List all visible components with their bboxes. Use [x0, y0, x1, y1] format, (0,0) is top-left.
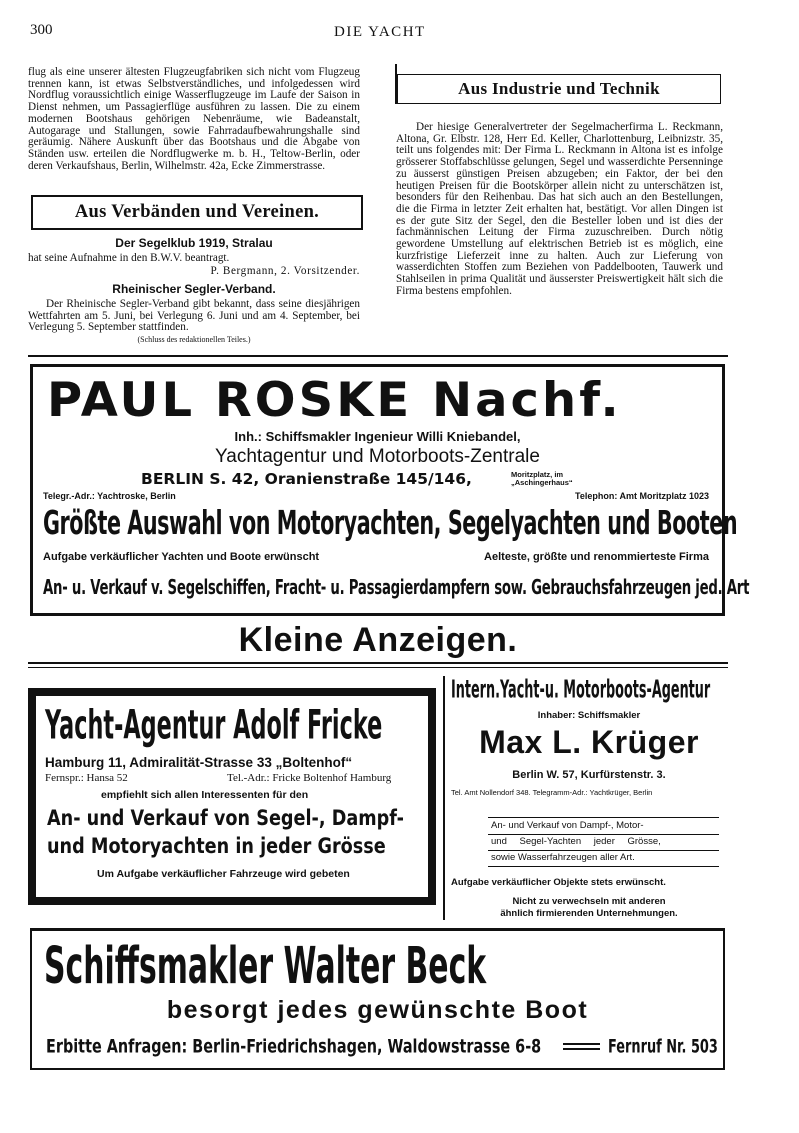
beck-inquiry: Erbitte Anfragen: Berlin-Friedrichshagen, Waldowstrasse 6-8 [46, 1035, 542, 1058]
krueger-box-line1: An- und Verkauf von Dampf-, Motor- [491, 820, 644, 831]
fricke-title: Yacht-Agentur Adolf Fricke [45, 703, 383, 750]
club2-paragraph: Der Rheinische Segler-Verband gibt bekannt, dass seine diesjährigen Wettfahrten am 5. Juni, bei Verlegung 6. Juni und am 4. September, bei Verlegung 5. September stattfinden. [28, 298, 360, 334]
krueger-warning-2: ähnlich firmierenden Unternehmungen. [500, 908, 678, 919]
krueger-warning-1: Nicht zu verwechseln mit anderen [512, 896, 666, 907]
fricke-footer: Um Aufgabe verkäuflicher Fahrzeuge wird gebeten [97, 868, 350, 880]
club1-heading: Der Segelklub 1919, Stralau [115, 236, 273, 250]
section-title-industrie [397, 74, 721, 104]
section-title-verbaende [31, 195, 363, 230]
club1-text: hat seine Aufnahme in den B.W.V. beantragt. [28, 252, 230, 264]
ad-roske [30, 364, 750, 616]
krueger-address: Berlin W. 57, Kurfürstenstr. 3. [512, 769, 666, 781]
fricke-line1: An- und Verkauf von Segel-, Dampf- [47, 806, 404, 832]
beck-phone: Fernruf Nr. 503 [608, 1035, 718, 1058]
roske-owner: Inh.: Schiffsmakler Ingenieur Willi Kniebandel, [234, 429, 521, 444]
beck-title: Schiffsmakler Walter Beck [44, 938, 487, 996]
closing-note: (Schluss des redaktionellen Teiles.) [137, 335, 251, 344]
roske-left-note: Aufgabe verkäuflicher Yachten und Boote erwünscht [43, 551, 320, 563]
roske-address-note-1: Moritzplatz, im [511, 470, 564, 479]
ad-fricke-outer [28, 688, 436, 905]
fricke-telegram: Tel.-Adr.: Fricke Boltenhof Hamburg [227, 772, 392, 784]
classifieds-title: Kleine Anzeigen. [238, 621, 518, 659]
krueger-note: Aufgabe verkäuflicher Objekte stets erwünscht. [451, 877, 666, 888]
roske-headline: Größte Auswahl von Motoryachten, Segelyachten und Booten [43, 505, 738, 543]
roske-name: PAUL ROSKE Nachf. [47, 373, 622, 428]
krueger-contact: Tel. Amt Nollendorf 348. Telegramm-Adr.: Yachtkrüger, Berlin [451, 788, 653, 797]
ad-fricke-inner [36, 696, 428, 897]
krueger-left-rule [443, 676, 445, 920]
ad-krueger [451, 674, 727, 922]
beck-separator-1 [563, 1043, 600, 1045]
fricke-recommend: empfiehlt sich allen Interessenten für den [101, 789, 309, 801]
beck-separator-2 [563, 1048, 600, 1050]
roske-right-note: Aelteste, größte und renommierteste Firma [484, 551, 709, 563]
club1-signature: P. Bergmann, 2. Vorsitzender. [210, 265, 360, 277]
krueger-owner: Inhaber: Schiffsmakler [537, 710, 641, 721]
industrie-paragraph: Der hiesige Generalvertreter der Segelmacherfirma L. Reckmann, Altona, Gr. Elbstr. 128, Herr Ed. Keller, Charlottenburg, Leibnizstr. 35, teilt uns folgendes mit: Der Firma L. Reckmann in Altona ist es infolge grösserer Stoffabschlüsse gelungen, Segel und wasserdichte Persenninge zu äusserst günstigen Preisen abzugeben; ein Faktor, der bei den heutigen Preisen für die Bootskörper allein nicht zu unterschätzen ist, besonders für den Reihenbau. Das hat sich auch an den Bestellungen, die die Firma in letzter Zeit erhalten hat, bestätigt. Vor allen Dingen ist es der gute Sitz der Segel, den die Besteller loben und ist dies der fachmännischen Leitung der Firma zuzuschreiben. Durch nötig gewordene Umstellung auf elektrischen Betrieb ist es möglich, eine kurzfristige Lieferzeit inne zu halten. Auch zur Lieferung von wasserdichten Stoffen zum Beziehen von Paddelbooten, Tauwerk und Stahlseilen in prima Qualität und äusserster Preiswertigkeit hält sich die Firma bestens empfohlen. [396, 121, 723, 297]
roske-address: BERLIN S. 42, Oranienstraße 145/146, [141, 470, 472, 488]
club2-text [28, 299, 360, 334]
krueger-box-sep1 [488, 834, 719, 835]
running-title: DIE YACHT [334, 24, 426, 40]
classifieds-divider-1 [28, 662, 728, 664]
roske-address-note-2: „Aschingerhaus“ [511, 478, 573, 487]
page-number: 300 [30, 22, 53, 38]
club2-heading: Rheinischer Segler-Verband. [112, 282, 276, 296]
roske-footer: An- u. Verkauf v. Segelschiffen, Fracht- u. Passagierdampfern sow. Gebrauchsfahrzeugen jed. Art [43, 575, 750, 599]
section-title-verbaende-text: Aus Verbänden und Vereinen. [74, 202, 320, 222]
section-title-industrie-text: Aus Industrie und Technik [458, 79, 660, 98]
roske-agency: Yachtagentur und Motorboots-Zentrale [215, 446, 540, 467]
right-body-text [396, 122, 723, 298]
left-intro-text [28, 67, 360, 172]
fricke-address: Hamburg 11, Admiralität-Strasse 33 „Boltenhof“ [45, 755, 353, 770]
ad-beck [30, 928, 725, 1070]
beck-subtitle: besorgt jedes gewünschte Boot [166, 996, 589, 1024]
roske-telegram: Telegr.-Adr.: Yachtroske, Berlin [43, 491, 176, 501]
fricke-phone: Fernspr.: Hansa 52 [45, 772, 128, 784]
fricke-line2: und Motoryachten in jeder Grösse [47, 834, 386, 860]
krueger-box-line3: sowie Wasserfahrzeugen aller Art. [491, 852, 635, 863]
intro-paragraph: flug als eine unserer ältesten Flugzeugfabriken sich nicht vom Flugzeug trennen kann, ist etwas Selbstverständliches, und infolgedessen wird Nordflug voraussichtlich einige Wasserflugzeuge im Laufe der Saison in Dienst nehmen, um Passagierflüge ausführen zu lassen. Die zu einem modernen Bootshaus gehörigen Nebenräume, wie Badeanstalt, Autogarage und Stallungen, sowie Fahrradaufbewahrungshalle sind geräumig. Nähere Auskunft über das Bootshaus und die Abgabe von Ständen usw. erteilen die Nordflugwerke m. b. H., Teltow-Berlin, oder deren Verkaufshaus, Berlin, Wilhelmstr. 42a, Ecke Zimmerstrasse. [28, 66, 360, 172]
krueger-headline: Intern.Yacht-u. Motorboots-Agentur [451, 674, 711, 704]
krueger-box-sep2 [488, 850, 719, 851]
top-divider [28, 355, 728, 357]
roske-telephone: Telephon: Amt Moritzplatz 1023 [574, 491, 709, 501]
krueger-box-line2: und Segel-Yachten jeder Grösse, [491, 836, 661, 847]
classifieds-divider-2 [28, 667, 728, 668]
krueger-name: Max L. Krüger [479, 724, 699, 760]
